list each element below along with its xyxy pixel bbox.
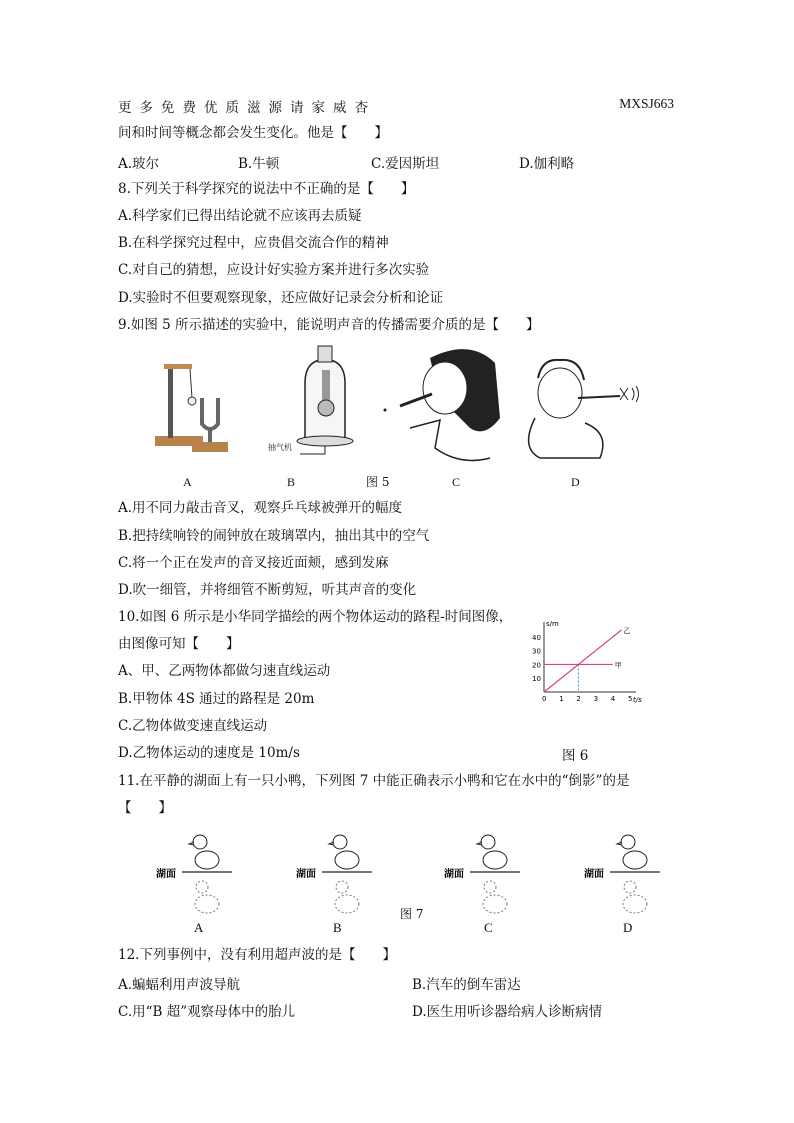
- q12-option-b: B.汽车的倒车雷达: [412, 977, 521, 993]
- chart-y-tick: 40: [532, 633, 541, 642]
- header-left-text: 更多免费优质滋源请家威杏: [118, 100, 376, 116]
- q7-option-d: D.伽利略: [519, 156, 575, 172]
- q8-option-d: D.实验时不但要观察现象，还应做好记录会分析和论证: [118, 290, 444, 306]
- fig7-lake-label: 湖面: [444, 869, 464, 880]
- q9-option-d: D.吹一细管，并将细管不断剪短，听其声音的变化: [118, 582, 417, 598]
- chart-y-tick: 10: [532, 675, 541, 684]
- q7-option-b: B.牛顿: [238, 156, 280, 172]
- q10-stem-line2: 由图像可知【 】: [118, 636, 240, 652]
- q12-stem: 12.下列事例中，没有利用超声波的是【 】: [118, 947, 396, 963]
- fig5-label-a: A: [183, 475, 192, 489]
- q10-option-c: C.乙物体做变速直线运动: [118, 718, 268, 734]
- q7-continuation: 间和时间等概念都会发生变化。他是【 】: [118, 125, 388, 141]
- fig7-duck-option-c: [444, 835, 520, 913]
- chart-legend-yi: 乙: [623, 627, 631, 635]
- header-right-code: MXSJ663: [619, 96, 674, 111]
- fig7-lake-label: 湖面: [156, 869, 176, 880]
- q12-option-d: D.医生用听诊器给病人诊断病情: [412, 1004, 603, 1020]
- fig5-b-bell-jar: [268, 346, 353, 454]
- fig5-label-b: B: [287, 475, 296, 489]
- fig7-lake-label: 湖面: [584, 869, 604, 880]
- q9-option-b: B.把持续响铃的闹钟放在玻璃罩内，抽出其中的空气: [118, 528, 430, 544]
- fig7-label-d: D: [623, 920, 633, 935]
- fig5-c-girl-figure: [384, 349, 501, 460]
- fig5-pump-label: 抽气机: [268, 443, 292, 452]
- fig7-label-b: B: [333, 920, 342, 935]
- figure-5: [140, 338, 680, 468]
- fig7-caption: 图 7: [400, 907, 424, 921]
- q7-option-c: C.爱因斯坦: [371, 156, 440, 172]
- q11-stem: 11.在平静的湖面上有一只小鸭，下列图 7 中能正确表示小鸭和它在水中的“倒影”的是: [118, 773, 630, 789]
- fig5-a-tuning-fork-stand: [155, 364, 228, 452]
- q10-stem-line1: 10.如图 6 所示是小华同学描绘的两个物体运动的路程-时间图像，: [118, 609, 513, 625]
- chart-x-tick: 4: [610, 695, 616, 703]
- fig7-duck-option-a: [156, 835, 232, 913]
- fig7-lake-label: 湖面: [296, 869, 316, 880]
- chart-legend-jia: 甲: [614, 661, 622, 670]
- fig5-caption: 图 5: [366, 475, 390, 489]
- chart-x-tick: 1: [559, 695, 564, 703]
- figure-6-chart: [528, 615, 648, 710]
- fig5-label-c: C: [452, 475, 461, 489]
- q10-option-d: D.乙物体运动的速度是 10m/s: [118, 745, 300, 761]
- q11-bracket: 【 】: [118, 800, 172, 816]
- chart-y-label: s/m: [546, 620, 559, 628]
- fig7-duck-option-d: [584, 835, 660, 913]
- q10-option-a: A、甲、乙两物体都做匀速直线运动: [118, 663, 331, 679]
- fig7-label-c: C: [484, 920, 493, 935]
- chart-x-tick: 0: [542, 695, 547, 703]
- chart-x-tick: 3: [593, 695, 599, 703]
- fig5-label-d: D: [571, 475, 580, 489]
- q8-option-c: C.对自己的猜想，应设计好实验方案并进行多次实验: [118, 262, 430, 278]
- q8-stem: 8.下列关于科学探究的说法中不正确的是【 】: [118, 181, 415, 197]
- chart-x-label: t/s: [633, 696, 642, 704]
- chart-y-tick: 20: [532, 661, 541, 670]
- q10-option-b: B.甲物体 4S 通过的路程是 20m: [118, 691, 315, 707]
- q8-option-b: B.在科学探究过程中，应贵倡交流合作的精神: [118, 235, 389, 251]
- q9-option-c: C.将一个正在发声的音叉接近面颊，感到发麻: [118, 555, 389, 571]
- fig6-caption: 图 6: [562, 748, 589, 764]
- fig7-duck-option-b: [296, 835, 372, 913]
- chart-y-tick: 30: [532, 647, 541, 656]
- q12-option-a: A.蝙蝠利用声波导航: [118, 977, 241, 993]
- q7-option-a: A.玻尔: [118, 156, 160, 172]
- chart-x-tick: 2: [576, 695, 581, 703]
- q9-option-a: A.用不同力敲击音叉，观察乒乓球被弹开的幅度: [118, 500, 403, 516]
- chart-x-tick: 5: [628, 695, 633, 703]
- fig5-d-man-figure: [529, 360, 639, 458]
- q9-stem: 9.如图 5 所示描述的实验中，能说明声音的传播需要介质的是【 】: [118, 317, 540, 333]
- fig7-label-a: A: [194, 920, 204, 935]
- q12-option-c: C.用“B 超”观察母体中的胎儿: [118, 1004, 296, 1020]
- chart-series-yi: [544, 630, 621, 692]
- q8-option-a: A.科学家们已得出结论就不应该再去质疑: [118, 208, 362, 224]
